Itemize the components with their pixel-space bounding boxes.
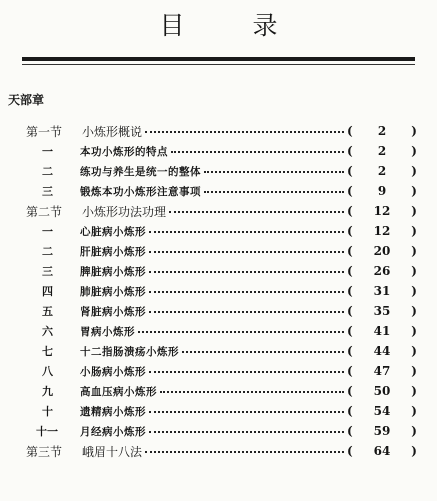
page-number: 31 (373, 284, 391, 298)
page-number: 44 (373, 344, 391, 358)
page-close-paren: ) (411, 144, 417, 158)
toc-entry-number: 第三节 (26, 444, 63, 459)
page-close-paren: ) (411, 184, 417, 198)
page-open-paren: ( (347, 444, 353, 458)
title-rule-thin (22, 64, 415, 65)
page-close-paren: ) (411, 244, 417, 258)
toc-entry (0, 321, 437, 341)
toc-entry-page (347, 444, 437, 458)
dot-leader (171, 151, 344, 153)
page-number: 9 (377, 184, 387, 198)
page-close-paren: ) (411, 164, 417, 178)
toc-entry (0, 261, 437, 281)
toc-entry-title: 本功小炼形的特点 (80, 145, 168, 158)
page-open-paren: ( (347, 184, 353, 198)
toc-entry (0, 161, 437, 181)
toc-entry (0, 341, 437, 361)
toc-entry-number: 十 (42, 405, 53, 418)
toc-entry-title: 锻炼本功小炼形注意事项 (80, 185, 201, 198)
page-close-paren: ) (411, 344, 417, 358)
toc-entry-number: 十一 (36, 425, 58, 438)
toc-entry-page (347, 364, 437, 378)
page-close-paren: ) (411, 404, 417, 418)
page-number: 50 (373, 384, 391, 398)
dot-leader (138, 331, 344, 333)
page-open-paren: ( (347, 124, 353, 138)
toc-entry-title: 练功与养生是统一的整体 (80, 165, 201, 178)
toc-entry-number: 一 (42, 225, 53, 238)
dot-leader (149, 311, 344, 313)
toc-entry-number: 三 (42, 185, 53, 198)
page-close-paren: ) (411, 304, 417, 318)
page-close-paren: ) (411, 324, 417, 338)
title-rule-thick (22, 57, 415, 61)
toc-entry-number: 二 (42, 165, 53, 178)
page-number: 59 (373, 424, 391, 438)
toc-entry-title: 十二指肠溃疡小炼形 (80, 345, 179, 358)
page-open-paren: ( (347, 404, 353, 418)
toc-entry-title: 肺脏病小炼形 (80, 285, 146, 298)
toc-entry-title: 脾脏病小炼形 (80, 265, 146, 278)
toc-entry-page (347, 224, 437, 238)
toc-entry-title: 月经病小炼形 (80, 425, 146, 438)
toc-entry (0, 181, 437, 201)
toc-entry-page (347, 404, 437, 418)
toc-entry-number: 一 (42, 145, 53, 158)
page-close-paren: ) (411, 264, 417, 278)
page-open-paren: ( (347, 244, 353, 258)
page-number: 2 (377, 124, 387, 138)
page-open-paren: ( (347, 424, 353, 438)
page-open-paren: ( (347, 364, 353, 378)
toc-entry-number: 三 (42, 265, 53, 278)
toc-entry-number: 二 (42, 245, 53, 258)
page-close-paren: ) (411, 384, 417, 398)
page-open-paren: ( (347, 164, 353, 178)
dot-leader (169, 211, 344, 213)
dot-leader (204, 171, 344, 173)
page-number: 12 (373, 224, 391, 238)
toc-entry (0, 421, 437, 441)
page-open-paren: ( (347, 264, 353, 278)
toc-entry-title: 肾脏病小炼形 (80, 305, 146, 318)
page-title: 目 录 (159, 11, 308, 40)
dot-leader (145, 451, 344, 453)
page-close-paren: ) (411, 364, 417, 378)
toc-entry (0, 141, 437, 161)
toc-entry-title: 小肠病小炼形 (80, 365, 146, 378)
toc-entry-page (347, 264, 437, 278)
toc-entry-number: 第一节 (26, 124, 63, 139)
page-close-paren: ) (411, 224, 417, 238)
page-open-paren: ( (347, 344, 353, 358)
page-open-paren: ( (347, 304, 353, 318)
page-open-paren: ( (347, 204, 353, 218)
toc-entry-number: 八 (42, 365, 53, 378)
page-open-paren: ( (347, 224, 353, 238)
page-close-paren: ) (411, 284, 417, 298)
toc-entry-page (347, 284, 437, 298)
toc-entry-page (347, 244, 437, 258)
toc-entry-page (347, 124, 437, 138)
toc-entry-page (347, 184, 437, 198)
toc-entry-title: 高血压病小炼形 (80, 385, 157, 398)
toc-entry (0, 441, 437, 461)
dot-leader (149, 231, 344, 233)
page-number: 12 (373, 204, 391, 218)
page-number: 64 (373, 444, 391, 458)
page-close-paren: ) (411, 424, 417, 438)
dot-leader (182, 351, 344, 353)
toc-entry-page (347, 144, 437, 158)
toc-entry (0, 201, 437, 221)
toc-entry-title: 遗精病小炼形 (80, 405, 146, 418)
toc-entry-page (347, 344, 437, 358)
toc-entry-page (347, 304, 437, 318)
toc-entry-number: 六 (42, 325, 53, 338)
toc-entry (0, 401, 437, 421)
toc-entry (0, 221, 437, 241)
dot-leader (149, 291, 344, 293)
toc-entry-title: 胃病小炼形 (80, 325, 135, 338)
page-close-paren: ) (411, 444, 417, 458)
toc-entry-title: 峨眉十八法 (82, 444, 143, 459)
dot-leader (149, 431, 344, 433)
page-open-paren: ( (347, 324, 353, 338)
page-number: 20 (373, 244, 391, 258)
toc-entry (0, 381, 437, 401)
toc-entry-number: 七 (42, 345, 53, 358)
toc-entry-page (347, 384, 437, 398)
toc-entry (0, 361, 437, 381)
page-number: 26 (373, 264, 391, 278)
page-open-paren: ( (347, 384, 353, 398)
toc-entry-page (347, 204, 437, 218)
dot-leader (149, 271, 344, 273)
dot-leader (149, 371, 344, 373)
dot-leader (149, 411, 344, 413)
page-open-paren: ( (347, 144, 353, 158)
page-number: 54 (373, 404, 391, 418)
page-open-paren: ( (347, 284, 353, 298)
dot-leader (145, 131, 344, 133)
dot-leader (160, 391, 344, 393)
toc-entry (0, 121, 437, 141)
toc-entry-number: 五 (42, 305, 53, 318)
toc-entry-title: 肝脏病小炼形 (80, 245, 146, 258)
toc-entry (0, 301, 437, 321)
toc-entry (0, 281, 437, 301)
toc-entry-page (347, 424, 437, 438)
dot-leader (204, 191, 344, 193)
toc-entry-number: 第二节 (26, 204, 63, 219)
toc-entry-title: 心脏病小炼形 (80, 225, 146, 238)
toc-entry-page (347, 324, 437, 338)
page-close-paren: ) (411, 204, 417, 218)
page-number: 2 (377, 144, 387, 158)
toc-entry-page (347, 164, 437, 178)
part-heading: 天部章 (8, 93, 45, 107)
toc-entry-title: 小炼形概说 (82, 124, 143, 139)
page-number: 41 (373, 324, 391, 338)
toc-entry-title: 小炼形功法功理 (82, 204, 167, 219)
page-number: 35 (373, 304, 391, 318)
dot-leader (149, 251, 344, 253)
page-number: 2 (377, 164, 387, 178)
page-number: 47 (373, 364, 391, 378)
page-close-paren: ) (411, 124, 417, 138)
toc-entry-number: 四 (42, 285, 53, 298)
toc-entry (0, 241, 437, 261)
toc-entry-number: 九 (42, 385, 53, 398)
